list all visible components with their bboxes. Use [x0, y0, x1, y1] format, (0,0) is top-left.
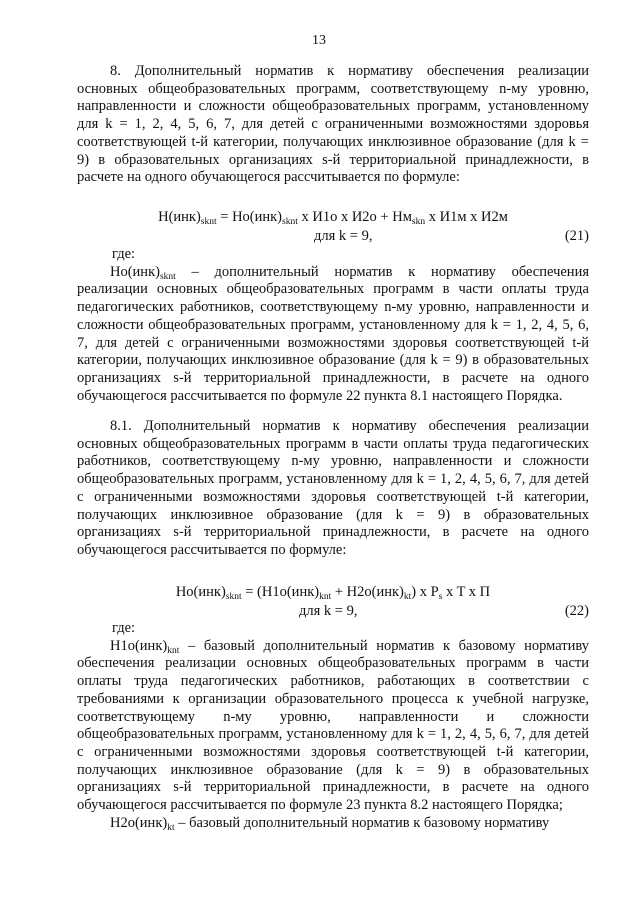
formula-21-number: (21) — [564, 228, 589, 244]
formula-22-expression: $Но(инк)_{sknt} = (Н1о(инк)_{knt} + Н2о(инк)_{kt})$ x $P_s$ x T x П — [175, 584, 491, 602]
formula-22 — [77, 584, 589, 624]
formula-21 — [77, 209, 589, 249]
formula-22-number: (22) — [564, 603, 589, 619]
section-8-1-paragraph — [77, 418, 589, 560]
formula-22-condition: для k = 9, — [299, 603, 358, 619]
where-label-2: где: — [112, 620, 136, 636]
section-8-paragraph — [77, 63, 589, 187]
section-8-1-definitions — [77, 620, 589, 832]
page-number: 13 — [312, 33, 326, 48]
section-8-text: 8. Дополнительный норматив к нормативу обеспечения реализации основных общеобразовательных программ, соответствующему n-му уровню, направленности и сложности общеобразовательных программ, установленному для k = 1, 2, 4, 5, 6, 7, для детей с ограниченными возможностями здоровья соответствующей t-й категории, получающих инклюзивное образование (для k = 9) в образовательных организациях s-й территориальной принадлежности, в расчете на одного обучающегося рассчитывается по формуле: — [77, 63, 589, 186]
where-label-1: где: — [112, 246, 136, 262]
definition-no-ink: $Но(инк)_{sknt}$ – дополнительный норматив к нормативу обеспечения реализации основных общеобразовательных программ в части оплаты труда педагогических работников, соответствующему n-му уровню, направленности и сложности общеобразовательных программ, установленному для k = 1, 2, 4, 5, 6, 7, для детей с ограниченными возможностями здоровья соответствующей t-й категории, получающих инклюзивное образование (для k = 9) в образовательных организациях s-й территориальной принадлежности, в расчете на одного обучающегося рассчитывается по формуле 22 пункта 8.1 настоящего Порядка. — [77, 263, 589, 404]
formula-21-condition: для k = 9, — [314, 228, 373, 244]
section-8-1-text: 8.1. Дополнительный норматив к нормативу обеспечения реализации основных общеобразовательных программ в части оплаты труда педагогических работников, соответствующему n-му уровню, направленности и сложности общеобразовательных программ, установленному для k = 1, 2, 4, 5, 6, 7, для детей с ограниченными возможностями здоровья соответствующей t-й категории, получающих инклюзивное образование (для k = 9) в образовательных организациях s-й территориальной принадлежности, в расчете на одного обучающегося рассчитывается по формуле: — [77, 418, 589, 558]
definition-n1o-ink: $Н1о(инк)_{knt}$ – базовый дополнительный норматив к базовому нормативу обеспечения реализации основных общеобразовательных программ в части оплаты труда педагогических работников, работающих в соответствии с требованиями к организации образовательного процесса к учебной нагрузке, соответствующему n-му уровню, направленности и сложности общеобразовательных программ, установленному для k = 1, 2, 4, 5, 6, 7, для детей с ограниченными возможностями здоровья соответствующей t-й категории, получающих инклюзивное образование (для k = 9) в образовательных организациях s-й территориальной принадлежности, в расчете на одного обучающегося рассчитывается по формуле 23 пункта 8.2 настоящего Порядка; — [77, 637, 589, 814]
section-8-definitions — [77, 246, 589, 405]
definition-n2o-ink: $Н2о(инк)_{kt}$ – базовый дополнительный норматив к базовому нормативу — [110, 814, 550, 833]
formula-21-expression: $Н(инк)_{sknt} = Но(инк)_{sknt}$ x И1о x $И2о + Нм_{skn}$ x И1м x И2м — [158, 209, 508, 227]
